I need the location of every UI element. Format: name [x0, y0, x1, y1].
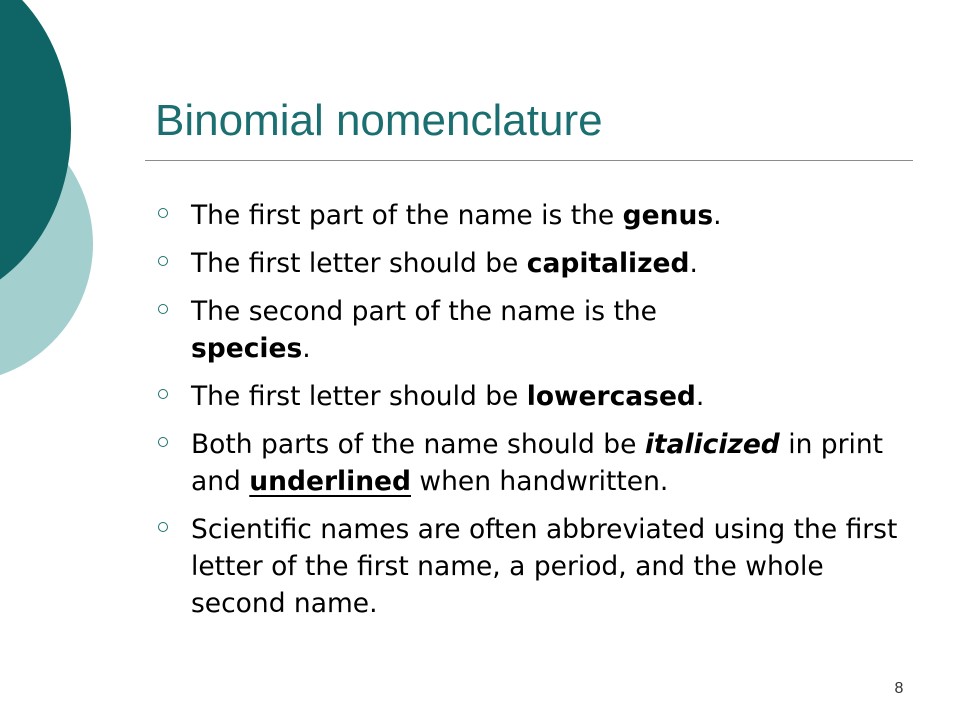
bullet-item-abbreviation — [158, 511, 898, 622]
bullet-text: The first letter should be — [191, 248, 527, 279]
bullet-bold-italic-term: italicized — [644, 429, 780, 460]
page-number: 8 — [894, 680, 904, 697]
bullet-bold-term: species — [191, 333, 303, 364]
hollow-circle-bullet-icon — [158, 522, 168, 532]
hollow-circle-bullet-icon — [158, 304, 168, 314]
hollow-circle-bullet-icon — [158, 437, 168, 447]
bullet-item-capitalized — [158, 245, 898, 282]
bullet-bold-underlined-term: underlined — [249, 466, 411, 497]
bullet-punctuation: . — [713, 200, 722, 231]
bullet-item-genus — [158, 197, 898, 234]
bullet-text: The first letter should be — [191, 381, 527, 412]
bullet-list — [158, 197, 898, 633]
hollow-circle-bullet-icon — [158, 208, 168, 218]
bullet-punctuation: . — [302, 333, 311, 364]
slide-title: Binomial nomenclature — [155, 96, 603, 145]
bullet-text-end: when handwritten. — [411, 466, 669, 497]
bullet-bold-term: genus — [622, 200, 714, 231]
bullet-item-species — [158, 293, 898, 367]
hollow-circle-bullet-icon — [158, 256, 168, 266]
title-underline-rule — [145, 160, 913, 161]
bullet-item-italicized-underlined — [158, 426, 898, 500]
bullet-punctuation: . — [695, 381, 705, 412]
bullet-text: Scientific names are often abbreviated using the first letter of the first name, a period, and the whole second name. — [191, 514, 898, 619]
bullet-text: The first part of the name is the — [191, 200, 623, 231]
bullet-item-lowercased — [158, 378, 898, 415]
bullet-punctuation: . — [689, 248, 698, 279]
bullet-bold-term: lowercased — [526, 381, 696, 412]
bullet-text: The second part of the name is the — [191, 296, 657, 327]
bullet-text-middle: in print and — [191, 429, 884, 497]
bullet-bold-term: capitalized — [526, 248, 690, 279]
bullet-text: Both parts of the name should be — [191, 429, 645, 460]
hollow-circle-bullet-icon — [158, 389, 168, 399]
